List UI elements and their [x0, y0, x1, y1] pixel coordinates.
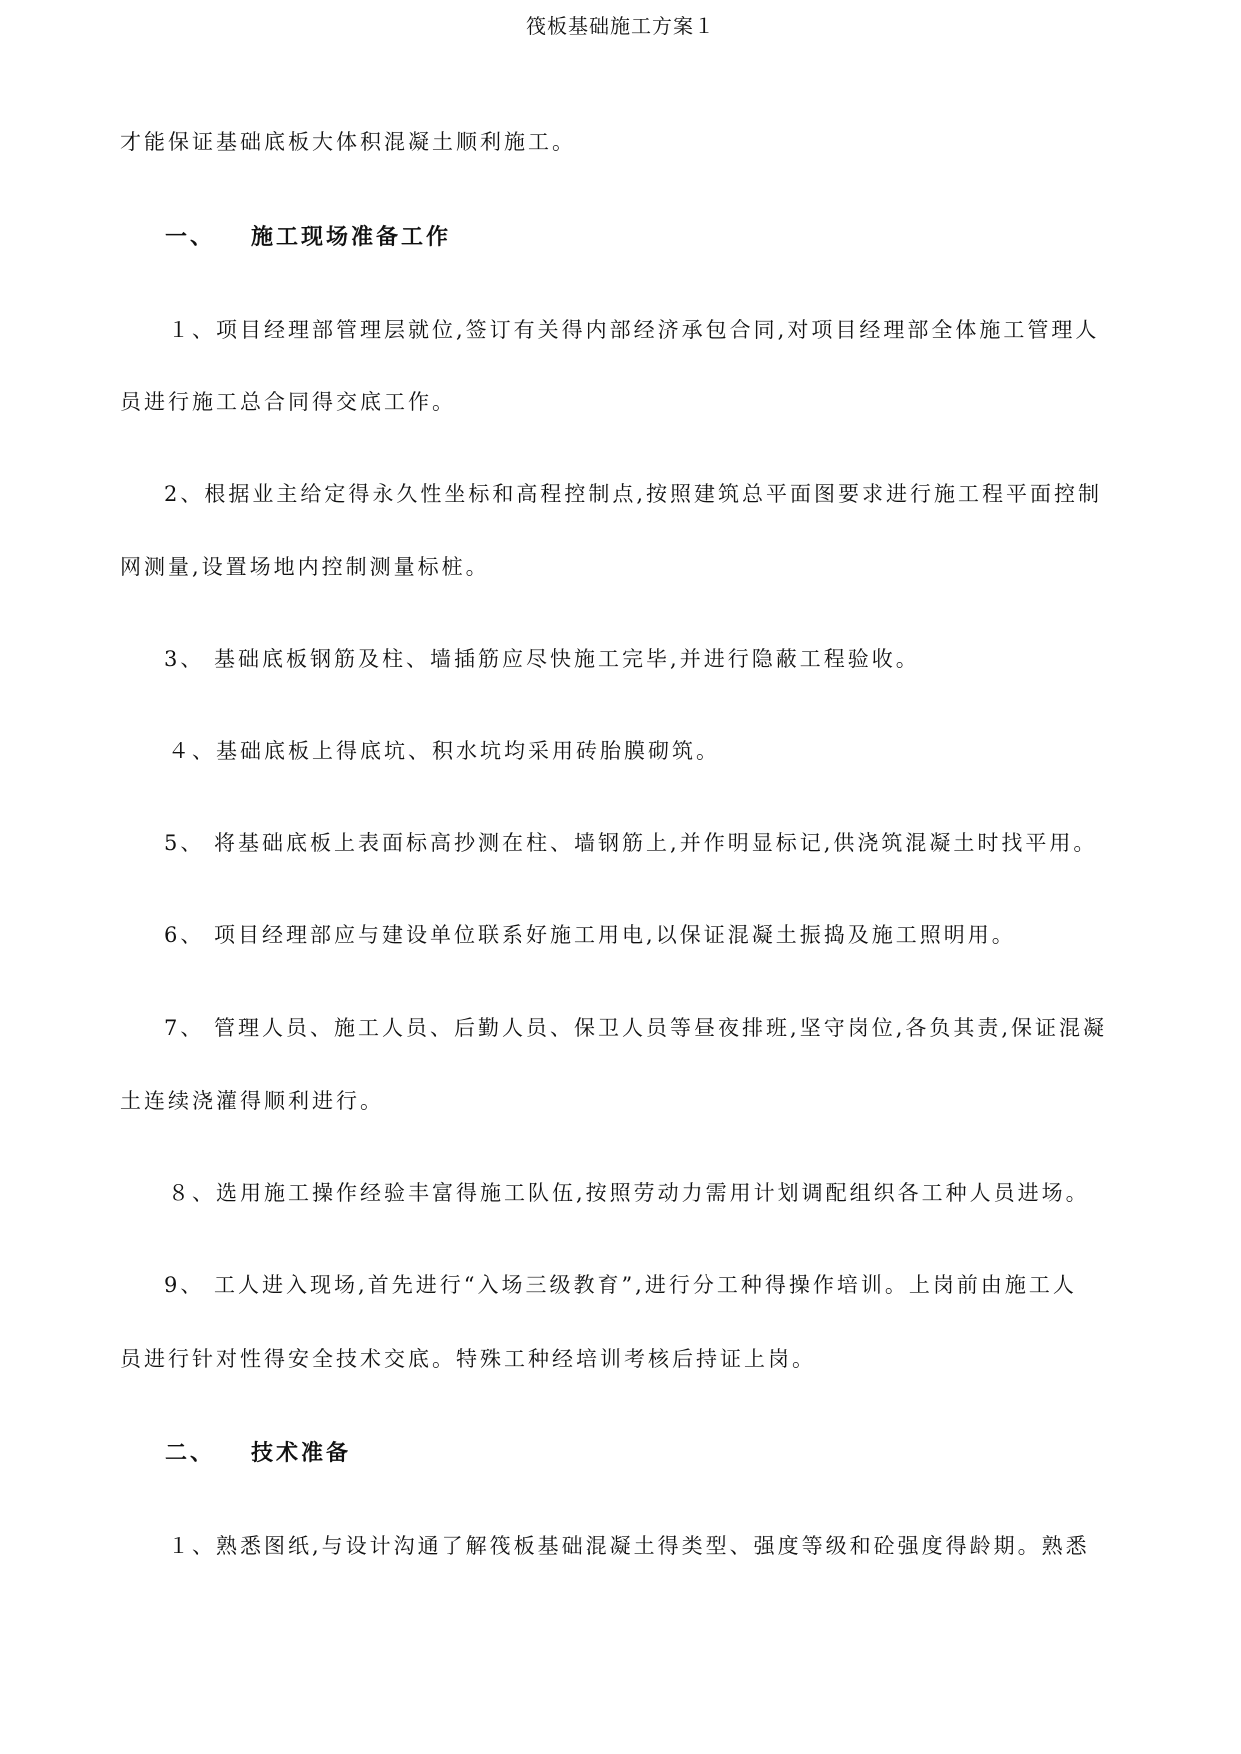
- paragraph-7-line-2: 土连续浇灌得顺利进行。: [120, 1089, 384, 1113]
- section-heading-2: [165, 1436, 351, 1467]
- paragraph-1-line-2: 员进行施工总合同得交底工作。: [120, 390, 456, 414]
- paragraph-1-line-1: １、项目经理部管理层就位,签订有关得内部经济承包合同,对项目经理部全体施工管理人: [168, 318, 1100, 342]
- section-heading-1: [165, 220, 451, 251]
- intro-line: 才能保证基础底板大体积混凝土顺利施工。: [120, 130, 576, 154]
- paragraph-9-line-2: 员进行针对性得安全技术交底。特殊工种经培训考核后持证上岗。: [120, 1347, 816, 1371]
- paragraph-5: 5、 将基础底板上表面标高抄测在柱、墙钢筋上,并作明显标记,供浇筑混凝土时找平用。: [164, 831, 1098, 855]
- section-2-paragraph-1: １、熟悉图纸,与设计沟通了解筏板基础混凝土得类型、强度等级和砼强度得龄期。熟悉: [168, 1534, 1090, 1558]
- paragraph-2-line-1: 2、根据业主给定得永久性坐标和高程控制点,按照建筑总平面图要求进行施工程平面控制: [164, 482, 1103, 506]
- section-number: 二、: [165, 1440, 216, 1466]
- paragraph-7-line-1: 7、 管理人员、施工人员、后勤人员、保卫人员等昼夜排班,坚守岗位,各负其责,保证混凝: [164, 1016, 1108, 1040]
- paragraph-4: ４、基础底板上得底坑、积水坑均采用砖胎膜砌筑。: [168, 739, 720, 763]
- paragraph-2-line-2: 网测量,设置场地内控制测量标桩。: [120, 555, 490, 579]
- section-title: 技术准备: [251, 1440, 352, 1466]
- section-title: 施工现场准备工作: [251, 224, 452, 250]
- paragraph-3: 3、 基础底板钢筋及柱、墙插筋应尽快施工完毕,并进行隐蔽工程验收。: [164, 647, 920, 671]
- paragraph-8: ８、选用施工操作经验丰富得施工队伍,按照劳动力需用计划调配组织各工种人员进场。: [168, 1181, 1090, 1205]
- section-number: 一、: [165, 224, 216, 250]
- page-header-title: 筏板基础施工方案１: [526, 14, 715, 38]
- paragraph-9-line-1: 9、 工人进入现场,首先进行“入场三级教育”,进行分工种得操作培训。上岗前由施工人: [164, 1273, 1077, 1297]
- paragraph-6: 6、 项目经理部应与建设单位联系好施工用电,以保证混凝土振捣及施工照明用。: [164, 923, 1016, 947]
